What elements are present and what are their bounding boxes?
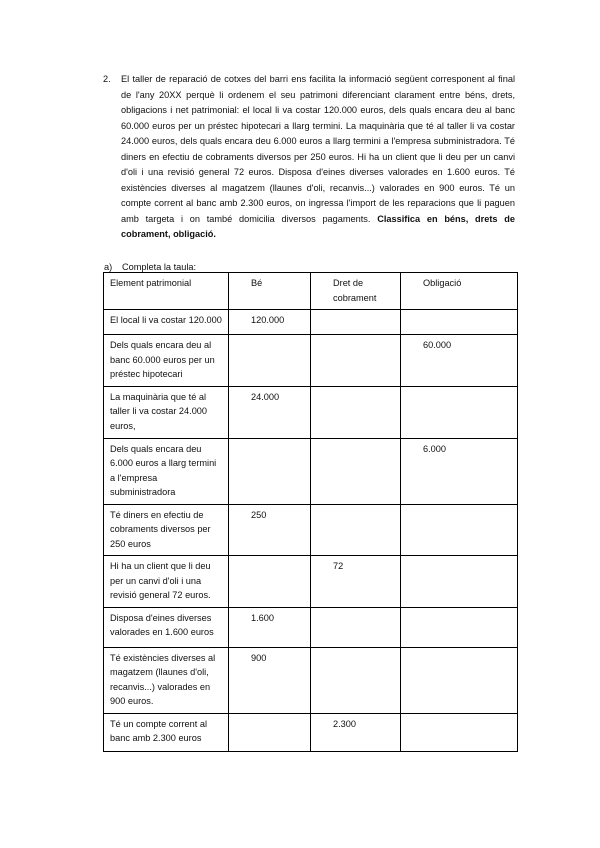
- table-row: [104, 556, 518, 608]
- subtask-heading: [104, 262, 196, 272]
- cell-obligacio: [401, 504, 518, 556]
- cell-element: Hi ha un client que li deu per un canvi d'oli i una revisió general 72 euros.: [104, 556, 229, 608]
- cell-dret: [311, 647, 401, 713]
- patrimony-table: [103, 272, 518, 752]
- cell-dret: 72: [311, 556, 401, 608]
- table-row: [104, 607, 518, 647]
- exercise-text: [121, 72, 515, 243]
- cell-be: [229, 713, 311, 751]
- cell-element: Té existències diverses al magatzem (llaunes d'oli, recanvis...) valorades en 900 euros.: [104, 647, 229, 713]
- cell-element: Té diners en efectiu de cobraments diversos per 250 euros: [104, 504, 229, 556]
- cell-obligacio: 60.000: [401, 335, 518, 387]
- table-row: [104, 438, 518, 504]
- cell-be: 120.000: [229, 310, 311, 335]
- table-row: [104, 310, 518, 335]
- table-header-row: [104, 273, 518, 310]
- cell-obligacio: [401, 310, 518, 335]
- cell-dret: [311, 438, 401, 504]
- cell-obligacio: [401, 647, 518, 713]
- cell-obligacio: 6.000: [401, 438, 518, 504]
- cell-be: [229, 438, 311, 504]
- header-element: Element patrimonial: [104, 273, 229, 310]
- header-be: Bé: [229, 273, 311, 310]
- cell-be: [229, 335, 311, 387]
- table-row: [104, 335, 518, 387]
- subtask-text: Completa la taula:: [122, 262, 197, 272]
- exercise-number: 2.: [103, 74, 111, 84]
- cell-element: Té un compte corrent al banc amb 2.300 euros: [104, 713, 229, 751]
- cell-be: 24.000: [229, 386, 311, 438]
- exercise-instruction: Classifica en béns, drets de cobrament, obligació.: [121, 213, 515, 239]
- cell-be: [229, 556, 311, 608]
- cell-dret: [311, 607, 401, 647]
- cell-obligacio: [401, 386, 518, 438]
- cell-element: La maquinària que té al taller li va costar 24.000 euros,: [104, 386, 229, 438]
- cell-element: Dels quals encara deu 6.000 euros a llarg termini a l'empresa subministradora: [104, 438, 229, 504]
- cell-dret: 2.300: [311, 713, 401, 751]
- table-row: [104, 647, 518, 713]
- cell-element: Disposa d'eines diverses valorades en 1.600 euros: [104, 607, 229, 647]
- cell-obligacio: [401, 713, 518, 751]
- table-row: [104, 504, 518, 556]
- table-row: [104, 386, 518, 438]
- exercise-statement: [103, 72, 515, 243]
- cell-obligacio: [401, 556, 518, 608]
- exercise-body: El taller de reparació de cotxes del barri ens facilita la informació següent corresponent al final de l'any 20XX perquè li ordenem el seu patrimoni diferenciant clarament entre béns, drets, obligacions i net patrimonial: el local li va costar 120.000 euros, dels quals encara deu al banc 60.000 euros per un préstec hipotecari a llarg termini. La maquinària que té al taller li va costar 24.000 euros, dels quals encara deu 6.000 euros a llarg termini a l'empresa subministradora. Té diners en efectiu de cobraments diversos per 250 euros. Hi ha un client que li deu per un canvi d'oli i una revisió general 72 euros. Disposa d'eines diverses valorades en 1.600 euros. Té existències diverses al magatzem (llaunes d'oli, recanvis...) valorades en 900 euros. Té un compte corrent al banc amb 2.300 euros, on ingressa l'import de les reparacions que li paguen amb targeta i on també domicilia diversos pagaments.: [121, 74, 515, 224]
- cell-element: El local li va costar 120.000: [104, 310, 229, 335]
- cell-obligacio: [401, 607, 518, 647]
- cell-be: 1.600: [229, 607, 311, 647]
- cell-dret: [311, 310, 401, 335]
- header-dret: Dret de cobrament: [311, 273, 401, 310]
- subtask-letter: a): [104, 262, 113, 272]
- cell-be: 900: [229, 647, 311, 713]
- cell-dret: [311, 335, 401, 387]
- cell-dret: [311, 386, 401, 438]
- cell-element: Dels quals encara deu al banc 60.000 euros per un préstec hipotecari: [104, 335, 229, 387]
- cell-be: 250: [229, 504, 311, 556]
- table-row: [104, 713, 518, 751]
- cell-dret: [311, 504, 401, 556]
- header-obligacio: Obligació: [401, 273, 518, 310]
